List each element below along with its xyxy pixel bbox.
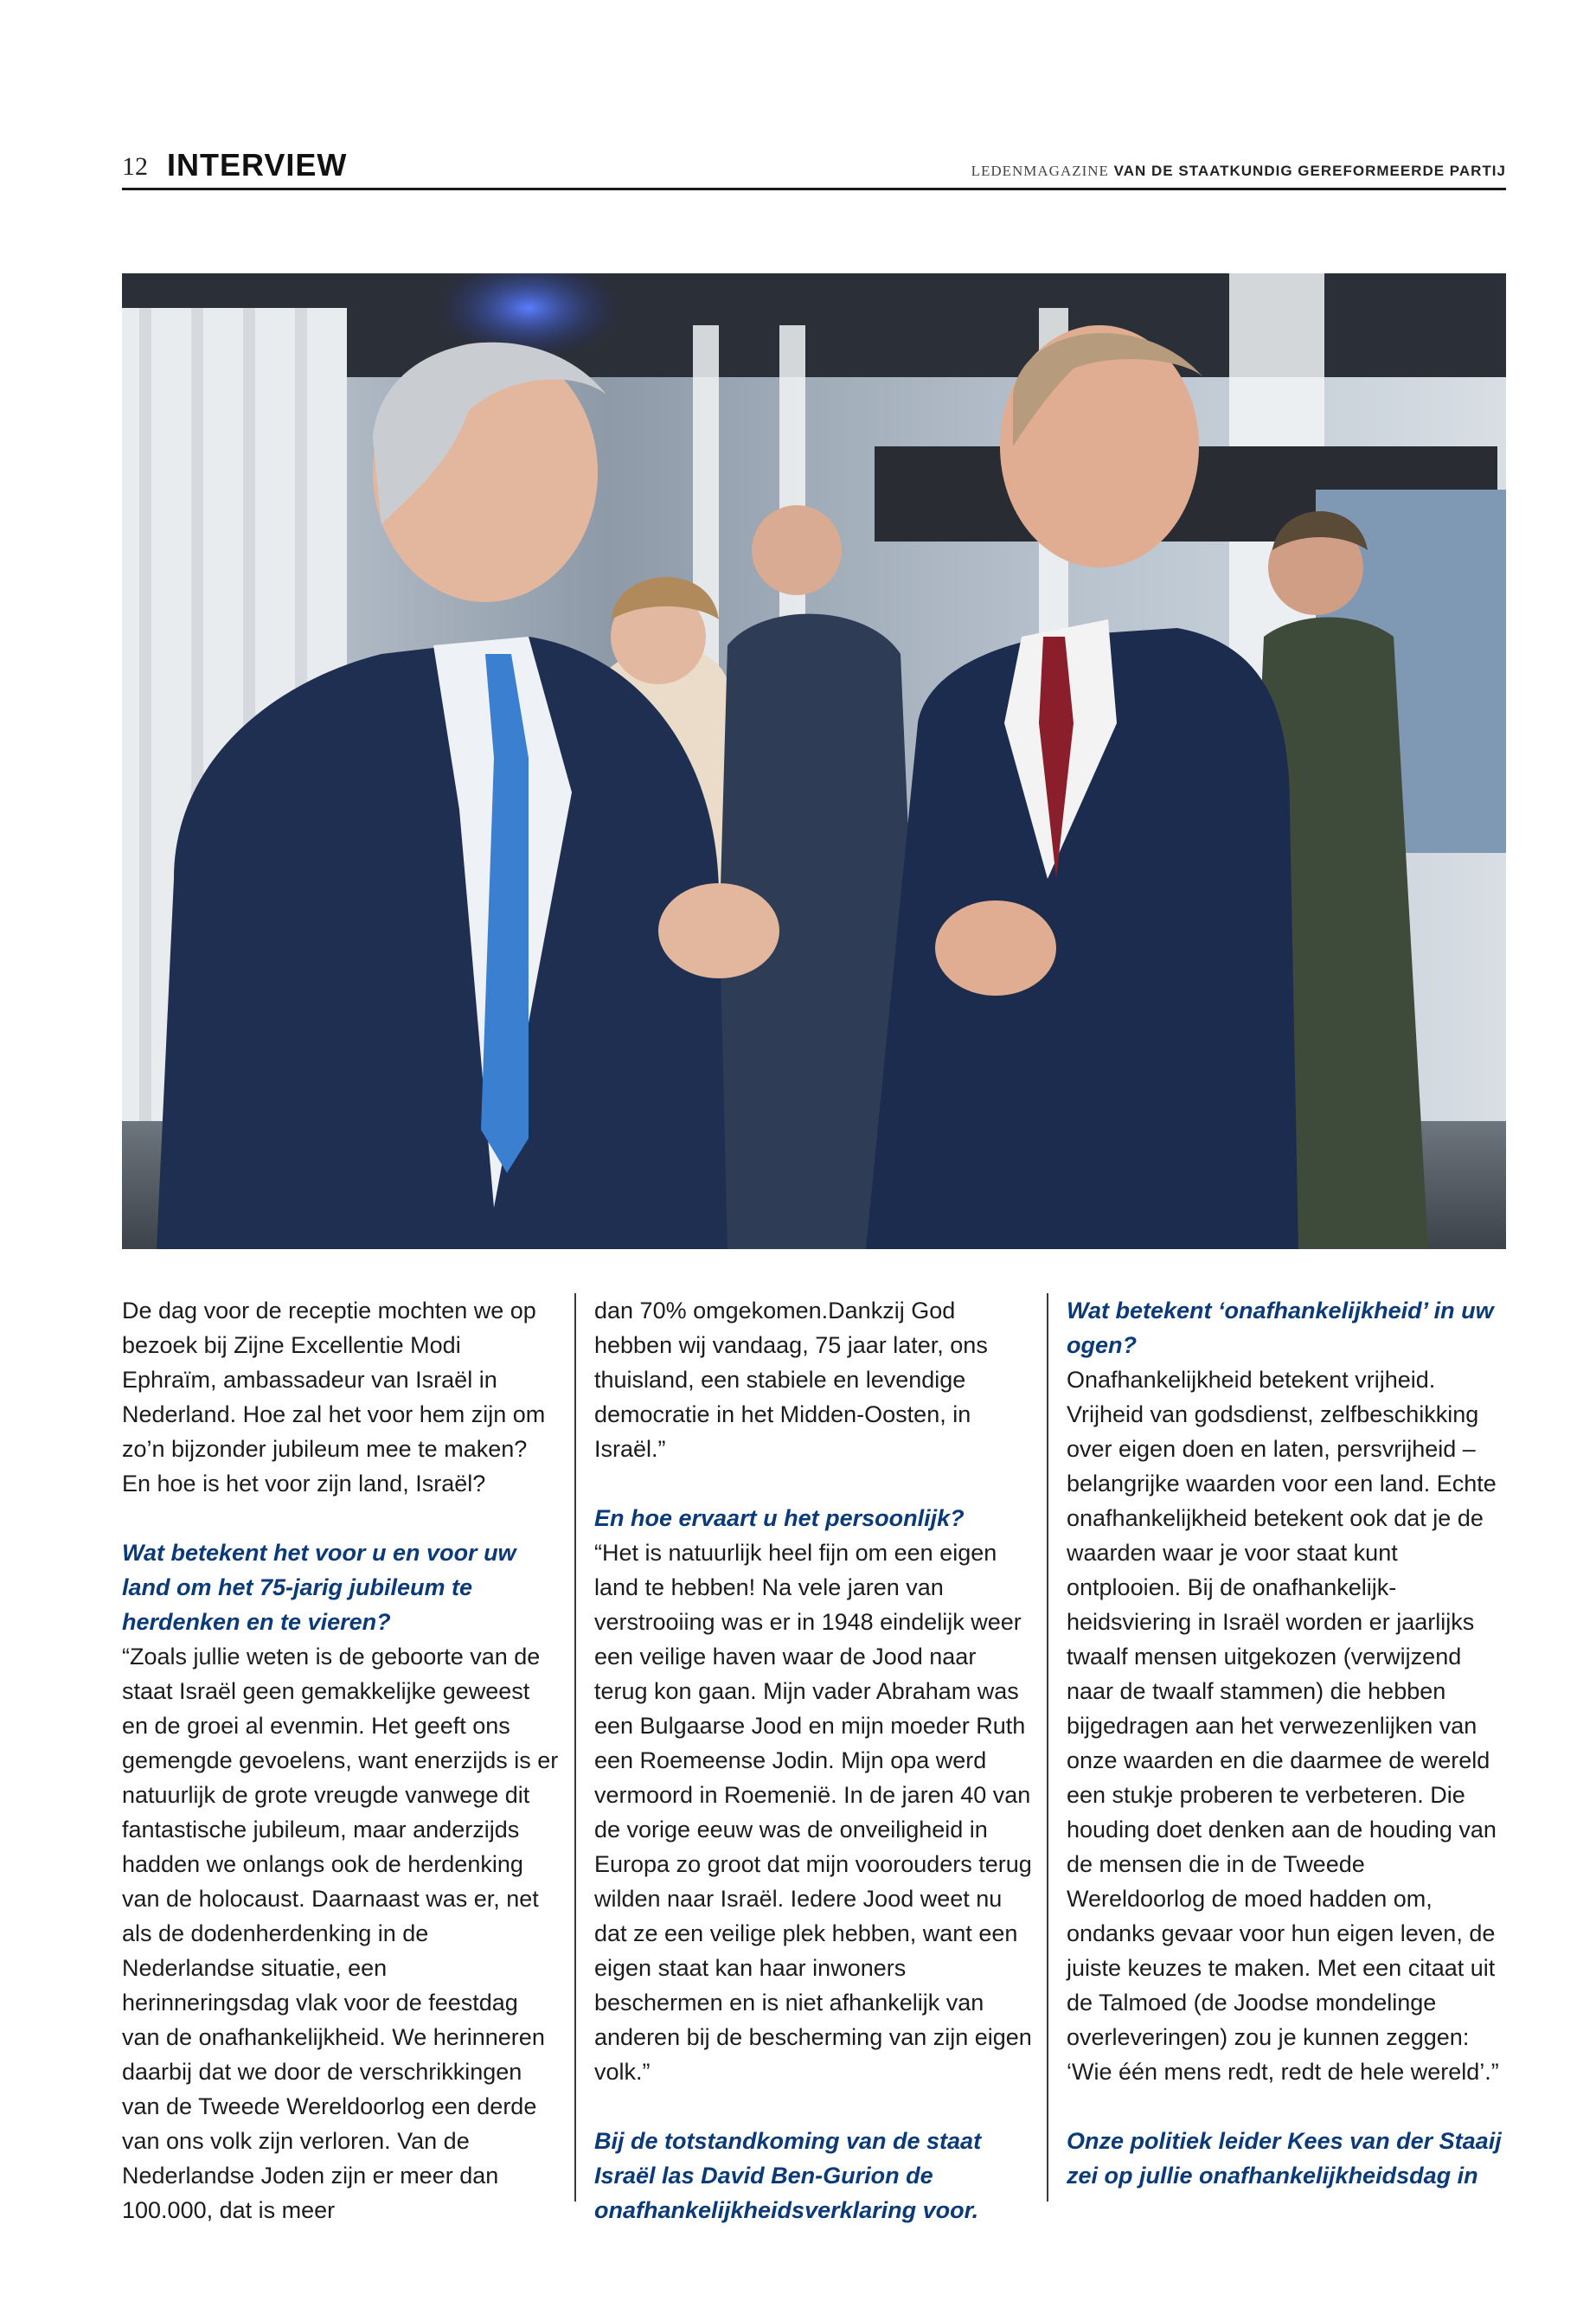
photo-icon: [122, 273, 1506, 1249]
page-header: [122, 145, 1506, 190]
magazine-prefix: LEDENMAGAZINE: [971, 163, 1109, 179]
section-title: INTERVIEW: [167, 147, 348, 183]
paragraph-gap: [594, 2089, 1032, 2124]
answer-1: “Zoals jullie weten is de geboorte van de staat Israël geen gemakkelijke geweest en de groei al evenmin. Het geeft ons gemengde gevoelens, want enerzijds is er natuurlijk de grote vreugde vanwege dit fantastische jubileum, maar anderzijds hadden we onlangs ook de herdenking van de holocaust. Daarnaast was er, net als de dodenherdenking in de Nederlandse situatie, een herinneringsdag vlak voor de feestdag van de onafhankelijkheid. We herinneren daarbij dat we door de verschrikkingen van de Tweede Wereldoorlog een derde van ons volk zijn verloren. Van de Nederlandse Joden zijn er meer dan 100.000, dat is meer: [122, 1644, 559, 2223]
answer-2: “Het is natuurlijk heel fijn om een eigen land te hebben! Na vele jaren van verstrooiing was er in 1948 eindelijk weer een veilige haven waar de Jood naar terug kon gaan. Mijn vader Abraham was een Bulgaarse Jood en mijn moeder Ruth een Roemeense Jodin. Mijn opa werd vermoord in Roemenië. In de jaren 40 van de vorige eeuw was de onveiligheid in Europa zo groot dat mijn voorouders terug wilden naar Israël. Iedere Jood weet nu dat ze een veilige plek hebben, want een eigen staat kan haar inwoners beschermen en is niet afhankelijk van anderen bij de bescherming van zijn eigen volk.”: [594, 1540, 1032, 2085]
article-photo: [122, 273, 1506, 1249]
answer-1-continued: dan 70% omgekomen.Dankzij God hebben wij vandaag, 75 jaar later, ons thuisland, een stabiele en levendige democratie in het Midden-Oosten, in Israël.”: [594, 1298, 988, 1462]
article-column-3: [1067, 1293, 1504, 2193]
question-4: Wat betekent ‘onafhankelijkheid’ in uw ogen?: [1067, 1298, 1494, 1358]
column-divider-2: [1047, 1293, 1048, 2202]
magazine-party: VAN DE STAATKUNDIG GEREFORMEERDE PARTIJ: [1113, 163, 1506, 179]
question-3: Bij de totstandkoming van de staat Israël las David Ben-Gurion de onafhankelijkheidsverklaring voor.: [594, 2128, 982, 2223]
header-divider: [122, 188, 1506, 190]
article-column-1: [122, 1293, 560, 2227]
column-divider-1: [574, 1293, 576, 2202]
paragraph-gap: [1067, 2089, 1504, 2124]
article-column-2: [594, 1293, 1032, 2227]
question-5: Onze politiek leider Kees van der Staaij zei op jullie onafhankelijkheidsdag in: [1067, 2128, 1502, 2189]
magazine-title: [971, 163, 1506, 180]
question-2: En hoe ervaart u het persoonlijk?: [594, 1505, 965, 1531]
paragraph-gap: [122, 1501, 560, 1535]
page-number: 12: [122, 152, 148, 181]
article-body: [122, 1293, 1506, 2223]
intro-paragraph: De dag voor de receptie mochten we op bezoek bij Zijne Excellentie Modi Ephraïm, ambassadeur van Israël in Nederland. Hoe zal het voor hem zijn om zo’n bijzonder jubileum mee te maken? En hoe is het voor zijn land, Israël?: [122, 1298, 546, 1497]
paragraph-gap: [594, 1466, 1032, 1501]
answer-4: Onafhankelijkheid betekent vrijheid. Vrijheid van godsdienst, zelfbeschikking over eigen doen en laten, persvrijheid – belangrijke waarden voor een land. Echte onafhankelijkheid betekent ook dat je de waarden waar je voor staat kunt ontplooien. Bij de onafhankelijkheidsviering in Israël worden er jaarlijks twaalf mensen uitgekozen (verwijzend naar de twaalf stammen) die hebben bijgedragen aan het verwezenlijken van onze waarden en die daarmee de wereld een stukje proberen te verbeteren. Die houding doet denken aan de houding van de mensen die in de Tweede Wereldoorlog de moed hadden om, ondanks gevaar voor hun eigen leven, de juiste keuzes te maken. Met een citaat uit de Talmoed (de Joodse mondelinge overleveringen) zou je kunnen zeggen: ‘Wie één mens redt, redt de hele wereld’.”: [1067, 1367, 1499, 2085]
question-1: Wat betekent het voor u en voor uw land om het 75-jarig jubileum te herdenken en te vieren?: [122, 1540, 516, 1635]
